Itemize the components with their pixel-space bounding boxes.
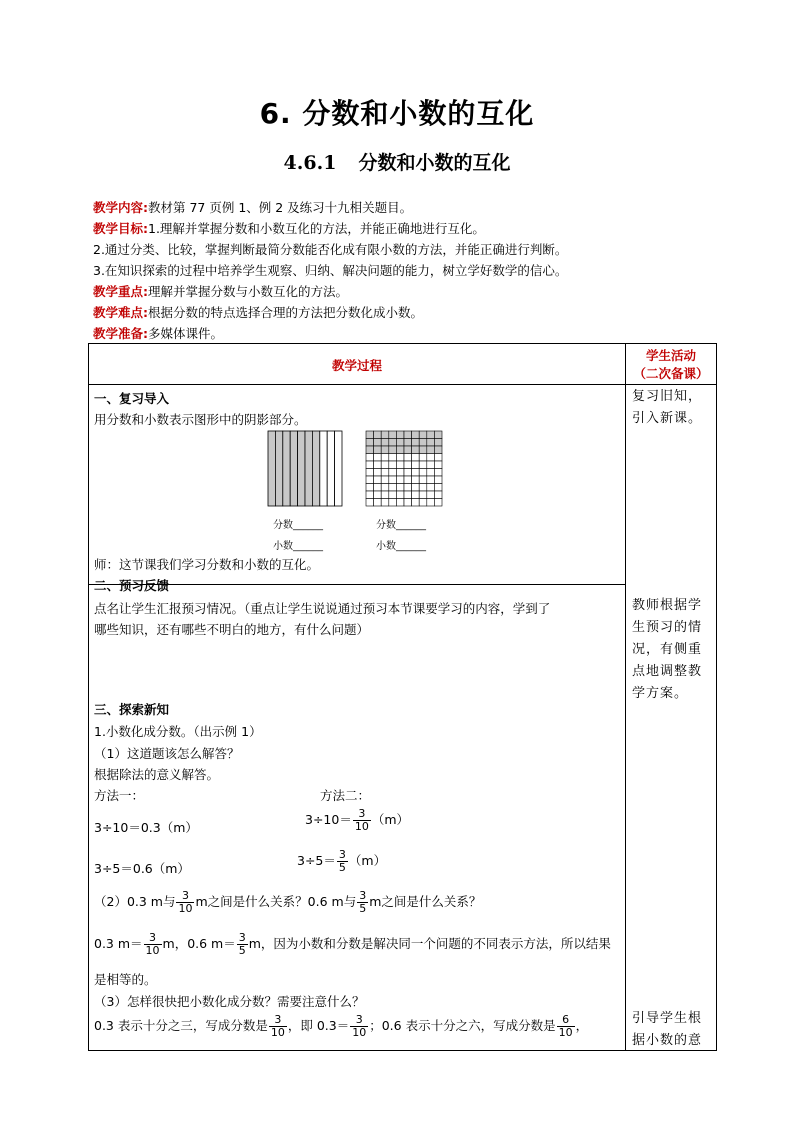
strip-cell <box>320 431 327 506</box>
fraction-6-10 <box>557 1014 575 1039</box>
grid-cell <box>381 484 389 492</box>
grid-cell <box>434 431 442 439</box>
grid-cell <box>412 431 420 439</box>
header-student-activity <box>626 347 716 383</box>
equation-3: 3÷5＝0.6（m） <box>94 861 190 876</box>
subtitle-number: 4.6.1 <box>283 152 337 174</box>
grid-cell <box>374 476 382 484</box>
grid-cell <box>396 454 404 462</box>
numerator: 3 <box>353 808 371 821</box>
grid-cell <box>389 476 397 484</box>
grid-cell <box>381 439 389 447</box>
grid-cell <box>427 484 435 492</box>
grid-cell <box>419 446 427 454</box>
fraction-3-10 <box>144 932 162 957</box>
grid-cell <box>434 461 442 469</box>
grid-cell <box>366 484 374 492</box>
grid-cell <box>404 454 412 462</box>
fig1-fraction-label: 分数______ <box>273 520 323 531</box>
grid-cell <box>412 499 420 507</box>
a2-part-a: 0.3 m＝ <box>94 936 143 951</box>
grid-cell <box>381 469 389 477</box>
header-process: 教学过程 <box>331 358 382 373</box>
eq4-left: 3÷5＝ <box>297 853 336 868</box>
fraction-3-5 <box>357 890 368 915</box>
fraction-3-5 <box>337 849 348 874</box>
strip-cell <box>268 431 275 506</box>
grid-cell <box>389 454 397 462</box>
header-side-line2: （二次备课） <box>633 366 709 381</box>
lesson-table <box>88 343 717 1051</box>
grid-cell <box>434 484 442 492</box>
fig1-decimal-label: 小数______ <box>273 541 323 552</box>
equation-2 <box>305 808 409 833</box>
grid-cell <box>374 491 382 499</box>
page-title: 6. 分数和小数的互化 <box>259 97 535 130</box>
grid-cell <box>396 476 404 484</box>
strip-cell <box>298 431 305 506</box>
method-one-label: 方法一： <box>94 788 145 803</box>
grid-cell <box>366 461 374 469</box>
sec3-l1: 1.小数化成分数。（出示例 1） <box>94 724 262 739</box>
grid-cell <box>404 469 412 477</box>
grid-cell <box>396 439 404 447</box>
denominator: 10 <box>270 1026 285 1039</box>
grid-cell <box>389 439 397 447</box>
sec2-title: 二、预习反馈 <box>94 578 170 593</box>
grid-cell <box>396 446 404 454</box>
grid-cell <box>374 461 382 469</box>
side-note-2: 教师根据学生预习的情况，有侧重点地调整教学方案。 <box>632 598 703 701</box>
grid-cell <box>396 461 404 469</box>
method-two-label: 方法二： <box>320 788 371 803</box>
denominator: 10 <box>354 820 369 833</box>
grid-cell <box>366 469 374 477</box>
denominator: 5 <box>338 861 346 874</box>
prep-label: 教学准备: <box>93 326 148 341</box>
side-note-3: 引导学生根据小数的意 <box>632 1011 703 1048</box>
strip-cell <box>335 431 342 506</box>
a3-part-c: ；0.6 表示十分之六，写成分数是 <box>369 1018 556 1033</box>
answer-2 <box>94 932 611 957</box>
grid-cell <box>404 491 412 499</box>
prep-text: 多媒体课件。 <box>148 326 224 341</box>
key-label: 教学重点: <box>93 284 148 299</box>
grid-cell <box>434 491 442 499</box>
a3-part-b: ，即 0.3＝ <box>287 1018 350 1033</box>
lesson-intro <box>93 197 733 344</box>
grid-cell <box>389 431 397 439</box>
grid-cell <box>381 446 389 454</box>
grid-cell <box>389 484 397 492</box>
grid-cell <box>366 431 374 439</box>
sec3-l2: （1）这道题该怎么解答？ <box>94 746 240 761</box>
fraction-3-10 <box>269 1014 287 1039</box>
grid-cell <box>412 476 420 484</box>
grid-cell <box>404 461 412 469</box>
eq4-unit: （m） <box>348 853 387 868</box>
grid-cell <box>412 439 420 447</box>
numerator: 3 <box>338 848 346 861</box>
difficulty-text: 根据分数的特点选择合理的方法把分数化成小数。 <box>148 305 424 320</box>
a3-part-a: 0.3 表示十分之三，写成分数是 <box>94 1018 268 1033</box>
grid-cell <box>427 461 435 469</box>
sec1-title: 一、复习导入 <box>94 391 170 406</box>
fraction-3-10 <box>350 1014 368 1039</box>
equation-1: 3÷10＝0.3（m） <box>94 820 198 835</box>
grid-cell <box>396 491 404 499</box>
grid-cell <box>374 446 382 454</box>
grid-cell <box>427 431 435 439</box>
question-2 <box>94 890 481 915</box>
goal-label: 教学目标: <box>93 221 148 236</box>
grid-cell <box>404 484 412 492</box>
grid-cell <box>427 446 435 454</box>
grid-cell <box>381 454 389 462</box>
grid-cell <box>419 454 427 462</box>
grid-cell <box>434 469 442 477</box>
sec1-line1: 用分数和小数表示图形中的阴影部分。 <box>94 412 307 427</box>
goal-2: 2.通过分类、比较，掌握判断最简分数能否化成有限小数的方法，并能正确进行判断。 <box>93 242 568 257</box>
numerator: 3 <box>359 889 367 902</box>
denominator: 10 <box>352 1026 367 1039</box>
grid-cell <box>366 476 374 484</box>
grid-cell <box>412 484 420 492</box>
subtitle-text: 分数和小数的互化 <box>358 152 511 174</box>
grid-cell <box>381 499 389 507</box>
grid-cell <box>389 446 397 454</box>
answer-2-cont: 是相等的。 <box>94 972 157 987</box>
grid-cell <box>389 461 397 469</box>
goal-1: 1.理解并掌握分数和小数互化的方法，并能正确地进行互化。 <box>148 221 485 236</box>
fig2-decimal-label: 小数______ <box>376 541 426 552</box>
grid-cell <box>366 454 374 462</box>
grid-cell <box>412 491 420 499</box>
grid-cell <box>434 454 442 462</box>
grid-cell <box>427 454 435 462</box>
strip-cell <box>327 431 334 506</box>
strip-cell <box>275 431 282 506</box>
numerator: 6 <box>557 1014 575 1027</box>
grid-cell <box>404 439 412 447</box>
grid-cell <box>366 439 374 447</box>
denominator: 5 <box>238 944 246 957</box>
numerator: 3 <box>144 932 162 945</box>
grid-cell <box>389 499 397 507</box>
grid-cell <box>434 476 442 484</box>
denominator: 10 <box>178 902 193 915</box>
grid-cell <box>396 469 404 477</box>
grid-cell <box>412 454 420 462</box>
grid-cell <box>427 499 435 507</box>
side-note-1: 复习旧知，引入新课。 <box>632 389 703 426</box>
column-divider <box>625 344 626 1050</box>
sec2-line1: 点名让学生汇报预习情况。（重点让学生说说通过预习本节课要学习的内容，学到了 <box>94 601 551 616</box>
grid-cell <box>412 469 420 477</box>
content-text: 教材第 77 页例 1、例 2 及练习十九相关题目。 <box>148 200 413 215</box>
question-3: （3）怎样很快把小数化成分数？需要注意什么？ <box>94 994 365 1009</box>
header-side-line1: 学生活动 <box>645 348 696 363</box>
grid-cell <box>396 484 404 492</box>
difficulty-label: 教学难点: <box>93 305 148 320</box>
denominator: 10 <box>145 944 160 957</box>
goal-3: 3.在知识探索的过程中培养学生观察、归纳、解决问题的能力，树立学好数学的信心。 <box>93 263 568 278</box>
grid-cell <box>374 469 382 477</box>
strip-cell <box>305 431 312 506</box>
strip-figure <box>267 430 343 507</box>
denominator: 10 <box>558 1026 573 1039</box>
grid-cell <box>419 484 427 492</box>
row-divider <box>89 584 625 585</box>
grid-cell <box>404 431 412 439</box>
denominator: 5 <box>359 902 367 915</box>
sec1-line2: 师：这节课我们学习分数和小数的互化。 <box>94 557 320 572</box>
grid-cell <box>389 469 397 477</box>
grid-cell <box>434 446 442 454</box>
grid-cell <box>374 439 382 447</box>
grid-cell <box>419 499 427 507</box>
eq2-unit: （m） <box>371 812 410 827</box>
strip-cell <box>290 431 297 506</box>
eq2-left: 3÷10＝ <box>305 812 352 827</box>
sec2-line2: 哪些知识，还有哪些不明白的地方，有什么问题） <box>94 622 370 637</box>
header-divider <box>89 384 716 385</box>
grid-figure <box>365 430 443 507</box>
grid-cell <box>396 431 404 439</box>
grid-cell <box>374 499 382 507</box>
grid-cell <box>419 461 427 469</box>
fraction-3-10 <box>176 890 194 915</box>
key-text: 理解并掌握分数与小数互化的方法。 <box>148 284 349 299</box>
strip-cell <box>283 431 290 506</box>
grid-cell <box>427 476 435 484</box>
section-subtitle <box>0 148 794 175</box>
grid-cell <box>419 476 427 484</box>
grid-cell <box>366 499 374 507</box>
a2-part-b: m，0.6 m＝ <box>162 936 236 951</box>
equation-4 <box>297 849 386 874</box>
grid-cell <box>381 491 389 499</box>
numerator: 3 <box>350 1014 368 1027</box>
sec3-l3: 根据除法的意义解答。 <box>94 767 220 782</box>
content-label: 教学内容: <box>93 200 148 215</box>
fraction-3-10 <box>353 808 371 833</box>
grid-cell <box>419 491 427 499</box>
grid-cell <box>366 491 374 499</box>
grid-cell <box>434 499 442 507</box>
grid-cell <box>389 491 397 499</box>
numerator: 3 <box>176 890 194 903</box>
sec3-title: 三、探索新知 <box>94 702 170 717</box>
numerator: 3 <box>238 931 246 944</box>
numerator: 3 <box>269 1014 287 1027</box>
grid-cell <box>404 446 412 454</box>
grid-cell <box>381 431 389 439</box>
grid-cell <box>412 446 420 454</box>
grid-cell <box>419 469 427 477</box>
grid-cell <box>396 499 404 507</box>
answer-3 <box>94 1014 588 1039</box>
grid-cell <box>366 446 374 454</box>
a3-part-d: ， <box>575 1018 589 1033</box>
grid-cell <box>374 484 382 492</box>
q2-part-b: m之间是什么关系？0.6 m与 <box>195 894 357 909</box>
grid-cell <box>374 454 382 462</box>
grid-cell <box>419 431 427 439</box>
grid-cell <box>374 431 382 439</box>
grid-cell <box>404 499 412 507</box>
grid-cell <box>427 469 435 477</box>
fig2-fraction-label: 分数______ <box>376 520 426 531</box>
grid-cell <box>412 461 420 469</box>
grid-cell <box>427 491 435 499</box>
grid-cell <box>404 476 412 484</box>
a2-part-c: m，因为小数和分数是解决同一个问题的不同表示方法，所以结果 <box>248 936 611 951</box>
grid-cell <box>419 439 427 447</box>
grid-cell <box>434 439 442 447</box>
q2-part-a: （2）0.3 m与 <box>94 894 176 909</box>
grid-cell <box>427 439 435 447</box>
q2-part-c: m之间是什么关系？ <box>369 894 482 909</box>
grid-cell <box>381 461 389 469</box>
strip-cell <box>312 431 319 506</box>
fraction-3-5 <box>237 932 248 957</box>
grid-cell <box>381 476 389 484</box>
